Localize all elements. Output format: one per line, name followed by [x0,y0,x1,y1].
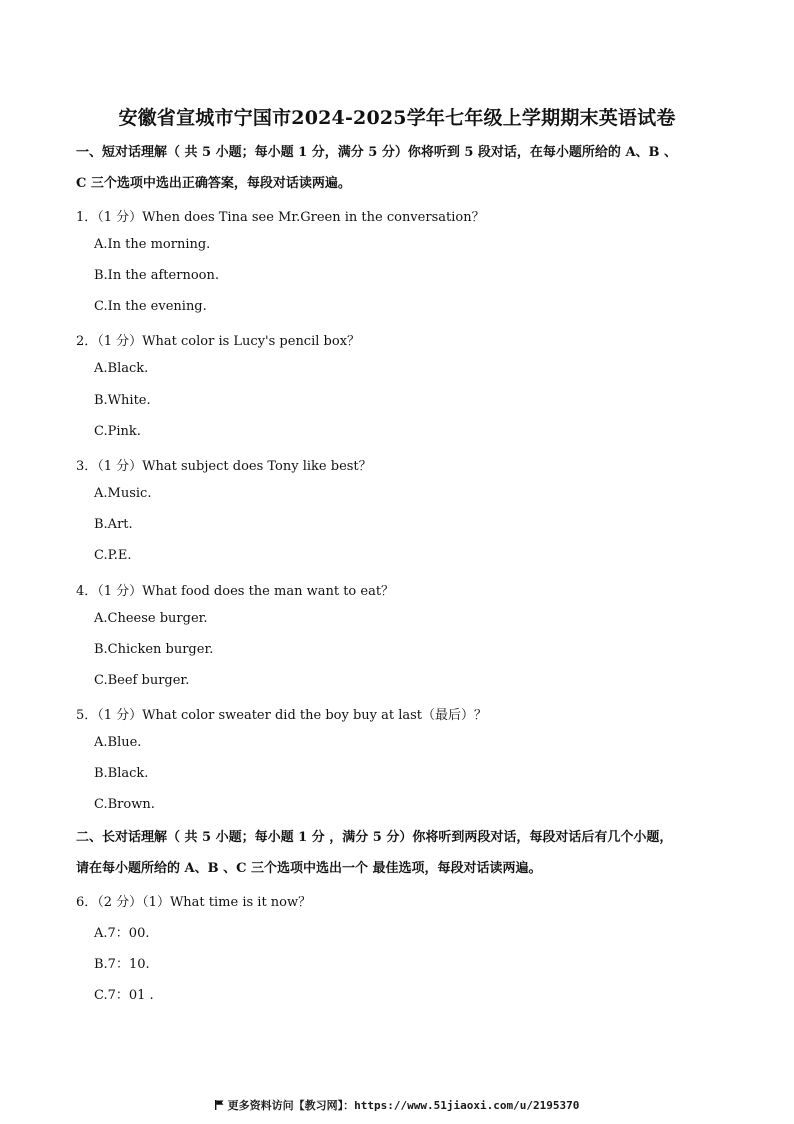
flag-icon [215,1100,224,1110]
footer-link[interactable] [0,1097,794,1113]
question-1-option-c: C.In the evening. [94,299,207,314]
question-5-option-a: A.Blue. [94,735,142,750]
section-1-instructions [76,137,726,199]
question-1-option-b: B.In the afternoon. [94,268,219,283]
question-4-option-a: A.Cheese burger. [94,611,208,626]
question-1: 1．（1 分）When does Tina see Mr.Green in the conversation？ [76,210,485,225]
question-4-option-c: C.Beef burger. [94,673,190,688]
section-2-instructions [76,822,726,884]
question-5-option-b: B.Black. [94,766,149,781]
question-2-option-c: C.Pink. [94,424,141,439]
question-2-option-b: B.White. [94,393,151,408]
question-6-option-b: B.7：10. [94,957,150,972]
section-1-line-1: 一、短对话理解（ 共 5 小题；每小题 1 分，满分 5 分）你将听到 5 段对话，在每小题所给的 A、B 、 [76,145,678,160]
question-3-option-c: C.P.E. [94,548,132,563]
section-2-line-1: 二、长对话理解（ 共 5 小题；每小题 1 分 ，满分 5 分）你将听到两段对话，每段对话后有几个小题， [76,830,673,845]
question-4: 4．（1 分）What food does the man want to eat？ [76,584,395,599]
question-5-option-c: C.Brown. [94,797,155,812]
section-2-line-2: 请在每小题所给的 A、B 、C 三个选项中选出一个 最佳选项，每段对话读两遍。 [76,861,542,876]
question-6-option-a: A.7：00. [94,926,150,941]
question-3-option-b: B.Art. [94,517,133,532]
page-title: 安徽省宣城市宁国市2024-2025学年七年级上学期期末英语试卷 [118,107,676,129]
footer-text: 更多资料访问【教习网】：https://www.51jiaoxi.com/u/2195370 [227,1099,580,1112]
question-3: 3．（1 分）What subject does Tony like best？ [76,459,372,474]
question-5: 5．（1 分）What color sweater did the boy buy at last（最后）？ [76,708,488,723]
question-2: 2．（1 分）What color is Lucy's pencil box？ [76,334,361,349]
section-1-line-2: C 三个选项中选出正确答案，每段对话读两遍。 [76,176,351,191]
question-6: 6．（2 分）（1）What time is it now？ [76,895,312,910]
question-1-option-a: A.In the morning. [94,237,211,252]
question-2-option-a: A.Black. [94,361,149,376]
question-6-option-c: C.7：01 . [94,988,154,1003]
question-3-option-a: A.Music. [94,486,152,501]
question-4-option-b: B.Chicken burger. [94,642,214,657]
